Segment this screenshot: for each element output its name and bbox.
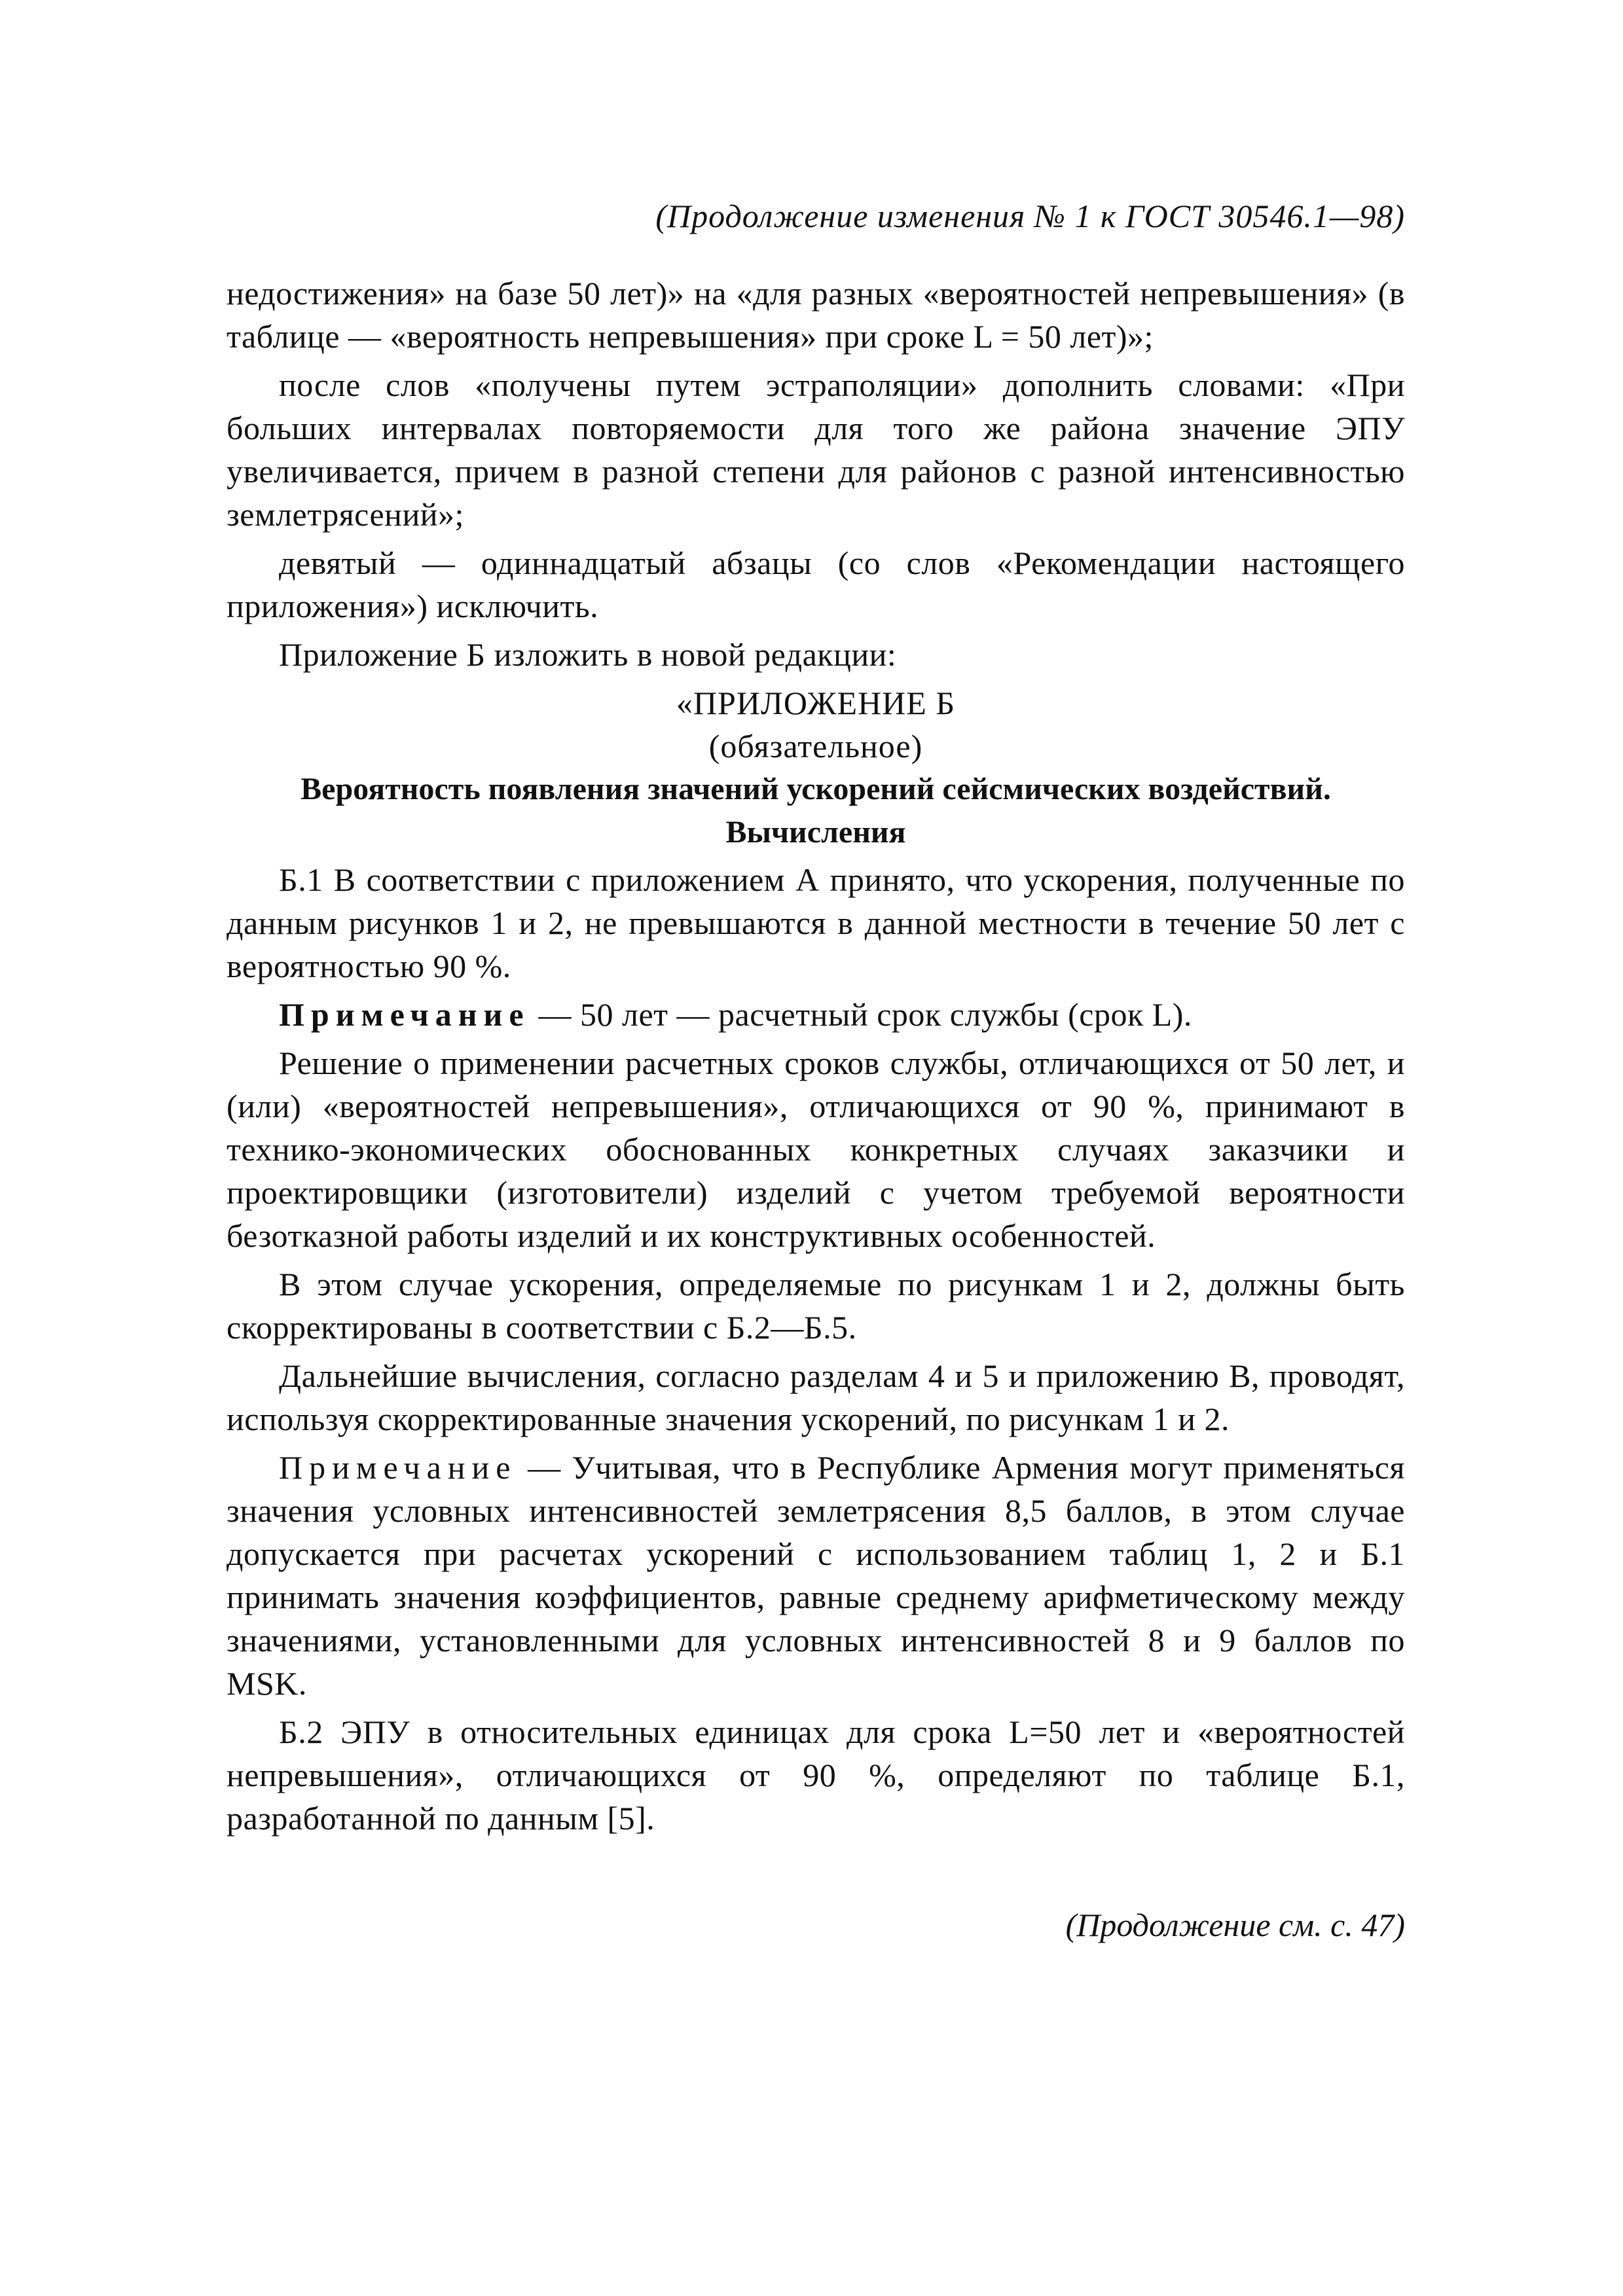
paragraph-amendment-delete: девятый — одиннадцатый абзацы (со слов «Рекомендации настоящего приложения») исключить. — [227, 545, 1405, 624]
clause-b1: Б.1 В соответствии с приложением А принято, что ускорения, полученные по данным рисунков 1 и 2, не превышаются в данной местности в течение 50 лет с вероятностью 90 %. — [227, 861, 1405, 984]
paragraph-service-life: Решение о применении расчетных сроков службы, отличающихся от 50 лет, и (или) «вероятностей непревышения», отличающихся от 90 %, принимают в технико-экономических обоснованных конкретных случаях заказчики и проектировщики (изготовители) изделий с учетом требуемой вероятности безотказной работы изделий и их конструктивных особенностей. — [227, 1045, 1405, 1254]
note-1 — [227, 993, 1405, 1036]
note-2-text: — Учитывая, что в Республике Армения могут применяться значения условных интенсивностей землетрясения 8,5 баллов, в этом случае допускается при расчетах ускорений с использованием таблиц 1, 2 и Б.1 принимать значения коэффициентов, равные среднему арифметическому между значениями, установленными для условных интенсивностей 8 и 9 баллов по MSK. — [227, 1449, 1405, 1702]
note-2 — [227, 1446, 1405, 1705]
document-page — [227, 196, 1405, 1945]
appendix-title: «ПРИЛОЖЕНИЕ Б — [676, 685, 956, 721]
paragraph-appendix-intro: Приложение Б изложить в новой редакции: — [279, 636, 897, 673]
paragraph-correction: В этом случае ускорения, определяемые по рисункам 1 и 2, должны быть скорректированы в соответствии с Б.2—Б.5. — [227, 1266, 1405, 1346]
note-1-label: Примечание — [279, 996, 530, 1033]
paragraph-further-calc: Дальнейшие вычисления, согласно разделам 4 и 5 и приложению В, проводят, используя скорректированные значения ускорений, по рисункам 1 и 2. — [227, 1357, 1405, 1437]
paragraph-amendment-add: после слов «получены путем эстраполяции» дополнить словами: «При больших интервалах повторяемости для того же района значение ЭПУ увеличивается, причем в разной степени для районов с разной интенсивностью землетрясений»; — [227, 367, 1405, 533]
appendix-status: (обязательное) — [708, 728, 923, 764]
note-1-text: — 50 лет — расчетный срок службы (срок L). — [530, 996, 1192, 1033]
running-footer: (Продолжение см. с. 47) — [1065, 1907, 1405, 1943]
clause-b2: Б.2 ЭПУ в относительных единицах для срока L=50 лет и «вероятностей непревышения», отличающихся от 90 %, определяют по таблице Б.1, разработанной по данным [5]. — [227, 1713, 1405, 1837]
note-2-label: Примечание — [279, 1449, 517, 1486]
appendix-subheading: Вычисления — [725, 815, 906, 850]
running-header: (Продолжение изменения № 1 к ГОСТ 30546.1—98) — [655, 198, 1405, 234]
paragraph-continuation: недостижения» на базе 50 лет)» на «для разных «вероятностей непревышения» (в таблице — «вероятность непревышения» при сроке L = 50 лет)»; — [227, 275, 1405, 355]
appendix-heading: Вероятность появления значений ускорений сейсмических воздействий. — [301, 772, 1331, 806]
